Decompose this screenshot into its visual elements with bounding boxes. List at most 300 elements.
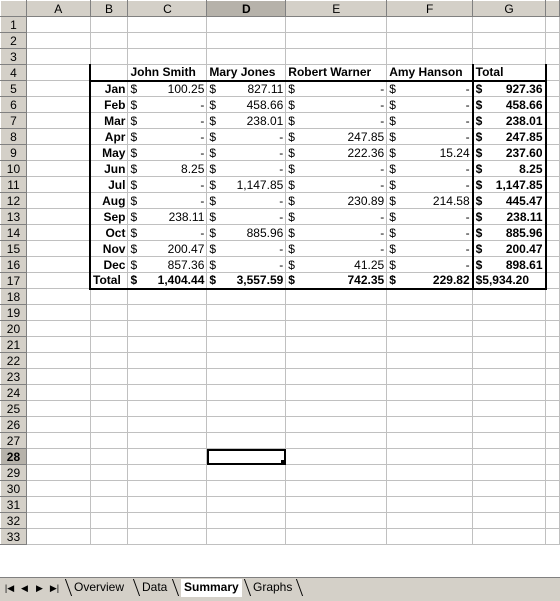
cell[interactable] [128, 289, 207, 305]
cell[interactable] [26, 353, 90, 369]
row-header-13[interactable]: 13 [1, 209, 27, 225]
cell[interactable] [26, 193, 90, 209]
row-header-30[interactable]: 30 [1, 481, 27, 497]
cell[interactable] [473, 513, 546, 529]
cell[interactable] [26, 49, 90, 65]
cell[interactable] [26, 177, 90, 193]
cell[interactable] [473, 337, 546, 353]
row-header-23[interactable]: 23 [1, 369, 27, 385]
tab-overview[interactable]: Overview [74, 580, 125, 594]
cell-value: - [200, 129, 205, 144]
month-label[interactable]: Oct [90, 225, 128, 241]
cell[interactable] [207, 513, 286, 529]
cell[interactable] [387, 513, 473, 529]
tab-graphs[interactable]: Graphs [253, 580, 293, 594]
cell[interactable] [90, 369, 128, 385]
cell[interactable] [473, 481, 546, 497]
row-header-9[interactable]: 9 [1, 145, 27, 161]
active-cell[interactable] [207, 449, 286, 465]
cell[interactable] [473, 353, 546, 369]
cell[interactable] [90, 33, 128, 49]
cell[interactable] [286, 401, 387, 417]
cell[interactable] [128, 369, 207, 385]
row-header-8[interactable]: 8 [1, 129, 27, 145]
amount-cell[interactable] [286, 177, 387, 193]
cell[interactable] [286, 529, 387, 545]
cell[interactable] [473, 321, 546, 337]
amount-cell[interactable] [387, 145, 473, 161]
currency-symbol: $ [209, 129, 217, 144]
cell[interactable] [207, 17, 286, 33]
amount-cell[interactable] [128, 113, 207, 129]
amount-cell[interactable] [207, 97, 286, 113]
currency-symbol: $ [130, 97, 138, 112]
row-header-22[interactable]: 22 [1, 353, 27, 369]
amount-cell[interactable] [286, 145, 387, 161]
cell[interactable] [387, 401, 473, 417]
row-header-14[interactable]: 14 [1, 225, 27, 241]
cell[interactable] [128, 305, 207, 321]
cell[interactable] [26, 449, 90, 465]
cell[interactable] [26, 529, 90, 545]
month-label[interactable]: May [90, 145, 128, 161]
cell[interactable] [286, 513, 387, 529]
tab-data[interactable]: Data [142, 580, 168, 594]
cell[interactable] [90, 305, 128, 321]
last-sheet-icon[interactable]: ▶| [49, 582, 60, 593]
total-cell[interactable] [473, 241, 546, 257]
cell[interactable] [286, 369, 387, 385]
amount-cell[interactable] [207, 129, 286, 145]
month-label[interactable]: Mar [90, 113, 128, 129]
cell[interactable] [90, 17, 128, 33]
cell[interactable] [286, 433, 387, 449]
cell[interactable] [26, 337, 90, 353]
cell[interactable] [473, 449, 546, 465]
cell[interactable] [90, 401, 128, 417]
amount-cell[interactable] [387, 257, 473, 273]
month-label[interactable]: Jun [90, 161, 128, 177]
cell[interactable] [128, 465, 207, 481]
amount-cell[interactable] [207, 257, 286, 273]
cell[interactable] [26, 209, 90, 225]
cell[interactable] [128, 497, 207, 513]
cell[interactable] [207, 49, 286, 65]
cell[interactable] [26, 465, 90, 481]
cell[interactable] [26, 145, 90, 161]
cell[interactable] [90, 353, 128, 369]
currency-symbol: $ [389, 225, 396, 240]
prev-sheet-icon[interactable]: ◀ [21, 582, 28, 593]
amount-cell[interactable] [128, 81, 207, 97]
cell[interactable] [90, 321, 128, 337]
cell[interactable] [473, 497, 546, 513]
cell[interactable] [286, 385, 387, 401]
amount-cell[interactable] [286, 81, 387, 97]
column-total[interactable] [207, 273, 286, 289]
amount-cell[interactable] [286, 161, 387, 177]
sheet-row [1, 385, 560, 401]
row-header-29[interactable]: 29 [1, 465, 27, 481]
cell[interactable] [207, 497, 286, 513]
cell[interactable] [128, 449, 207, 465]
overflow-cell [546, 33, 560, 49]
cell-value: - [465, 113, 470, 128]
cell[interactable] [207, 33, 286, 49]
amount-cell[interactable] [128, 129, 207, 145]
cell[interactable] [90, 433, 128, 449]
cell[interactable] [90, 49, 128, 65]
cell[interactable] [286, 465, 387, 481]
month-label[interactable]: Feb [90, 97, 128, 113]
cell[interactable] [128, 481, 207, 497]
month-label[interactable]: Nov [90, 241, 128, 257]
cell[interactable] [90, 385, 128, 401]
cell[interactable] [128, 385, 207, 401]
cell[interactable] [128, 49, 207, 65]
cell[interactable] [26, 161, 90, 177]
amount-cell[interactable] [128, 193, 207, 209]
column-total[interactable] [387, 273, 473, 289]
cell[interactable] [207, 321, 286, 337]
cell[interactable] [473, 465, 546, 481]
cell[interactable] [387, 385, 473, 401]
cell[interactable] [26, 65, 90, 81]
column-header-c[interactable]: C [128, 1, 207, 17]
amount-cell[interactable] [128, 97, 207, 113]
row-header-5[interactable]: 5 [1, 81, 27, 97]
total-cell[interactable] [473, 161, 546, 177]
cell[interactable] [286, 353, 387, 369]
cell[interactable] [26, 129, 90, 145]
cell[interactable] [26, 305, 90, 321]
cell[interactable] [286, 305, 387, 321]
cell[interactable] [286, 337, 387, 353]
cell[interactable] [128, 33, 207, 49]
cell[interactable] [26, 481, 90, 497]
row-header-11[interactable]: 11 [1, 177, 27, 193]
month-label[interactable]: Jan [90, 81, 128, 97]
header-c[interactable]: John Smith [128, 65, 207, 81]
sheet-row [1, 81, 560, 97]
column-total[interactable] [286, 273, 387, 289]
cell[interactable] [207, 481, 286, 497]
amount-cell[interactable] [207, 113, 286, 129]
total-cell[interactable] [473, 257, 546, 273]
overflow-cell [546, 321, 560, 337]
amount-cell[interactable] [286, 129, 387, 145]
cell-value: - [380, 241, 385, 256]
row-header-1[interactable]: 1 [1, 17, 27, 33]
amount-cell[interactable] [286, 209, 387, 225]
total-cell[interactable] [473, 129, 546, 145]
column-header-d[interactable]: D [207, 1, 286, 17]
cell[interactable] [90, 513, 128, 529]
row-header-31[interactable]: 31 [1, 497, 27, 513]
month-label[interactable]: Apr [90, 129, 128, 145]
cell[interactable] [207, 529, 286, 545]
header-e[interactable]: Robert Warner [286, 65, 387, 81]
cell[interactable] [26, 417, 90, 433]
row-header-7[interactable]: 7 [1, 113, 27, 129]
cell[interactable] [128, 513, 207, 529]
column-header-b[interactable]: B [90, 1, 128, 17]
cell[interactable] [387, 321, 473, 337]
cell[interactable] [26, 257, 90, 273]
amount-cell[interactable] [128, 145, 207, 161]
amount-cell[interactable] [128, 241, 207, 257]
total-cell[interactable] [473, 97, 546, 113]
cell[interactable] [26, 513, 90, 529]
cell[interactable] [387, 433, 473, 449]
amount-cell[interactable] [286, 97, 387, 113]
cell[interactable] [207, 385, 286, 401]
cell[interactable] [90, 481, 128, 497]
cell[interactable] [387, 465, 473, 481]
amount-cell[interactable] [207, 209, 286, 225]
cell[interactable] [286, 33, 387, 49]
cell[interactable] [207, 353, 286, 369]
cell[interactable] [207, 417, 286, 433]
cell[interactable] [90, 417, 128, 433]
cell[interactable] [473, 529, 546, 545]
cell[interactable] [473, 305, 546, 321]
cell[interactable] [90, 497, 128, 513]
currency-symbol: $ [209, 177, 217, 192]
cell[interactable] [128, 433, 207, 449]
tab-summary[interactable]: Summary [181, 579, 242, 597]
cell[interactable] [387, 289, 473, 305]
cell[interactable] [387, 353, 473, 369]
cell[interactable] [387, 449, 473, 465]
currency-symbol: $ [130, 257, 138, 272]
grand-total[interactable]: $5,934.20 [473, 273, 546, 289]
column-header-f[interactable]: F [387, 1, 473, 17]
month-label[interactable]: Aug [90, 193, 128, 209]
cell[interactable] [90, 529, 128, 545]
currency-symbol: $ [288, 177, 295, 192]
row-header-27[interactable]: 27 [1, 433, 27, 449]
totals-label[interactable]: Total [90, 273, 128, 289]
cell[interactable] [128, 401, 207, 417]
amount-cell[interactable] [387, 225, 473, 241]
cell[interactable] [286, 481, 387, 497]
cell[interactable] [387, 481, 473, 497]
amount-cell[interactable] [286, 113, 387, 129]
row-header-3[interactable]: 3 [1, 49, 27, 65]
amount-cell[interactable] [128, 177, 207, 193]
cell[interactable] [473, 433, 546, 449]
cell[interactable] [128, 17, 207, 33]
cell[interactable] [387, 497, 473, 513]
cell[interactable] [207, 305, 286, 321]
cell[interactable] [473, 49, 546, 65]
first-sheet-icon[interactable]: |◀ [4, 582, 15, 593]
amount-cell[interactable] [387, 129, 473, 145]
cell[interactable] [26, 433, 90, 449]
cell[interactable] [286, 321, 387, 337]
amount-cell[interactable] [387, 113, 473, 129]
row-header-4[interactable]: 4 [1, 65, 27, 81]
cell[interactable] [128, 529, 207, 545]
cell[interactable] [473, 417, 546, 433]
row-header-6[interactable]: 6 [1, 97, 27, 113]
row-header-18[interactable]: 18 [1, 289, 27, 305]
cell[interactable] [26, 321, 90, 337]
month-label[interactable]: Jul [90, 177, 128, 193]
amount-cell[interactable] [286, 257, 387, 273]
row-header-17[interactable]: 17 [1, 273, 27, 289]
amount-cell[interactable] [387, 97, 473, 113]
amount-cell[interactable] [286, 225, 387, 241]
total-cell[interactable] [473, 177, 546, 193]
currency-symbol: $ [475, 193, 483, 208]
cell[interactable] [387, 337, 473, 353]
cell[interactable] [387, 49, 473, 65]
cell[interactable] [90, 289, 128, 305]
cell[interactable] [26, 401, 90, 417]
row-header-2[interactable]: 2 [1, 33, 27, 49]
month-label[interactable]: Dec [90, 257, 128, 273]
cell[interactable] [473, 369, 546, 385]
amount-cell[interactable] [128, 225, 207, 241]
cell[interactable] [387, 305, 473, 321]
cell[interactable] [286, 417, 387, 433]
amount-cell[interactable] [207, 161, 286, 177]
amount-cell[interactable] [128, 257, 207, 273]
column-header-e[interactable]: E [286, 1, 387, 17]
amount-cell[interactable] [286, 193, 387, 209]
cell[interactable] [26, 273, 90, 289]
cell[interactable] [128, 321, 207, 337]
cell[interactable] [207, 433, 286, 449]
cell[interactable] [207, 465, 286, 481]
cell[interactable] [26, 497, 90, 513]
next-sheet-icon[interactable]: ▶ [36, 582, 43, 593]
cell[interactable] [26, 225, 90, 241]
total-cell[interactable] [473, 113, 546, 129]
row-header-32[interactable]: 32 [1, 513, 27, 529]
select-all-corner[interactable] [1, 1, 27, 17]
row-header-15[interactable]: 15 [1, 241, 27, 257]
amount-cell[interactable] [207, 145, 286, 161]
cell[interactable] [26, 113, 90, 129]
row-header-20[interactable]: 20 [1, 321, 27, 337]
cell[interactable] [26, 385, 90, 401]
row-header-33[interactable]: 33 [1, 529, 27, 545]
month-label[interactable]: Sep [90, 209, 128, 225]
cell[interactable] [473, 17, 546, 33]
row-header-25[interactable]: 25 [1, 401, 27, 417]
amount-cell[interactable] [387, 241, 473, 257]
cell[interactable] [26, 241, 90, 257]
overflow-cell [546, 129, 560, 145]
total-cell[interactable] [473, 225, 546, 241]
cell[interactable] [473, 33, 546, 49]
overflow-cell [546, 449, 560, 465]
column-header-a[interactable]: A [26, 1, 90, 17]
cell[interactable] [387, 369, 473, 385]
cell[interactable] [473, 401, 546, 417]
cell[interactable] [90, 465, 128, 481]
header-g[interactable]: Total [473, 65, 546, 81]
amount-cell[interactable] [387, 209, 473, 225]
total-cell[interactable] [473, 193, 546, 209]
cell[interactable] [90, 337, 128, 353]
amount-cell[interactable] [207, 193, 286, 209]
amount-cell[interactable] [128, 161, 207, 177]
cell[interactable] [207, 401, 286, 417]
total-cell[interactable] [473, 81, 546, 97]
cell[interactable] [128, 417, 207, 433]
row-header-21[interactable]: 21 [1, 337, 27, 353]
cell[interactable] [286, 497, 387, 513]
amount-cell[interactable] [286, 241, 387, 257]
cell[interactable] [90, 65, 128, 81]
cell[interactable] [207, 369, 286, 385]
cell[interactable] [26, 81, 90, 97]
header-f[interactable]: Amy Hanson [387, 65, 473, 81]
cell[interactable] [387, 17, 473, 33]
overflow-cell [546, 337, 560, 353]
cell[interactable] [26, 17, 90, 33]
cell[interactable] [286, 449, 387, 465]
amount-cell[interactable] [387, 81, 473, 97]
cell[interactable] [26, 369, 90, 385]
cell[interactable] [387, 529, 473, 545]
sheet-row [1, 113, 560, 129]
amount-cell[interactable] [207, 81, 286, 97]
cell[interactable] [26, 289, 90, 305]
row-header-19[interactable]: 19 [1, 305, 27, 321]
amount-cell[interactable] [387, 177, 473, 193]
cell[interactable] [207, 337, 286, 353]
cell[interactable] [26, 97, 90, 113]
cell[interactable] [286, 17, 387, 33]
amount-cell[interactable] [387, 193, 473, 209]
amount-cell[interactable] [128, 209, 207, 225]
column-header-g[interactable]: G [473, 1, 546, 17]
cell-value: 1,147.85 [236, 177, 284, 192]
row-header-10[interactable]: 10 [1, 161, 27, 177]
fill-handle[interactable] [281, 460, 286, 465]
cell[interactable] [90, 449, 128, 465]
cell[interactable] [207, 289, 286, 305]
row-header-28[interactable]: 28 [1, 449, 27, 465]
cell[interactable] [387, 417, 473, 433]
cell[interactable] [387, 33, 473, 49]
cell[interactable] [26, 33, 90, 49]
cell[interactable] [473, 385, 546, 401]
cell[interactable] [128, 337, 207, 353]
amount-cell[interactable] [387, 161, 473, 177]
amount-cell[interactable] [207, 177, 286, 193]
column-total[interactable] [128, 273, 207, 289]
row-header-16[interactable]: 16 [1, 257, 27, 273]
cell[interactable] [286, 49, 387, 65]
row-header-12[interactable]: 12 [1, 193, 27, 209]
amount-cell[interactable] [207, 225, 286, 241]
cell[interactable] [286, 289, 387, 305]
cell[interactable] [473, 289, 546, 305]
cell[interactable] [128, 353, 207, 369]
total-cell[interactable] [473, 145, 546, 161]
amount-cell[interactable] [207, 241, 286, 257]
header-d[interactable]: Mary Jones [207, 65, 286, 81]
row-header-26[interactable]: 26 [1, 417, 27, 433]
row-header-24[interactable]: 24 [1, 385, 27, 401]
total-cell[interactable] [473, 209, 546, 225]
